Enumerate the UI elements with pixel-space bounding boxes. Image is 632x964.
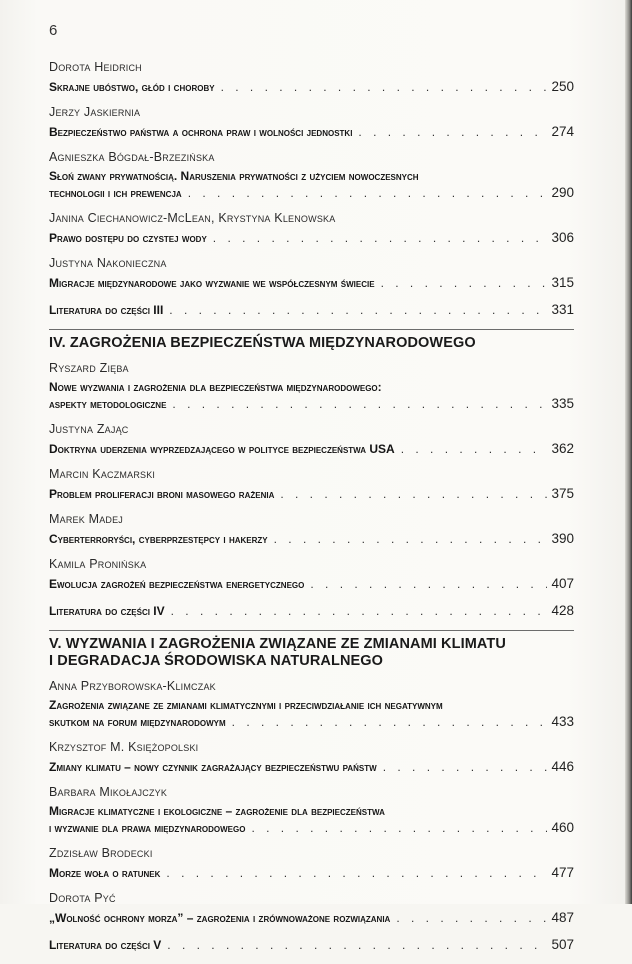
entry-title-row — [49, 229, 574, 247]
dot-leader — [171, 603, 548, 620]
dot-leader — [396, 910, 547, 927]
dot-leader — [167, 937, 547, 954]
entry-page-number: 335 — [551, 396, 574, 411]
dot-leader — [310, 576, 547, 593]
toc-entry — [49, 740, 574, 776]
dot-leader — [188, 185, 548, 202]
entry-author: Krzysztof M. Księżopolski — [49, 740, 199, 754]
entry-title: aspekty metodologiczne — [49, 397, 167, 411]
entry-title-line: Zagrożenia związane ze zmianami klimatycznymi i przeciwdziałanie ich negatywnym — [49, 698, 443, 712]
bibliography-entry — [49, 301, 574, 319]
entry-title: Migracje międzynarodowe jako wyzwanie we współczesnym świecie — [49, 276, 375, 290]
entry-title-row — [49, 485, 574, 503]
entry-title-row — [49, 395, 574, 413]
section-header-line: I DEGRADACJA ŚRODOWISKA NATURALNEGO — [49, 653, 384, 669]
dot-leader — [213, 230, 548, 247]
bibliography-entry — [49, 602, 574, 620]
entry-title: Ewolucja zagrożeń bezpieczeństwa energetycznego — [49, 577, 305, 591]
toc-entry — [49, 557, 574, 593]
entry-title-row — [49, 758, 574, 776]
dot-leader — [274, 531, 548, 548]
entry-title-row — [49, 78, 574, 96]
toc-entry — [49, 361, 574, 413]
toc-entry — [49, 150, 574, 202]
entry-title-line: Słoń zwany prywatnością. Naruszenia prywatności z użyciem nowoczesnych — [49, 169, 419, 183]
entry-title: technologii i ich prewencja — [49, 186, 182, 200]
entry-title: Literatura do części V — [49, 938, 162, 952]
entry-author: Dorota Pyć — [49, 891, 116, 905]
entry-page-number: 477 — [551, 865, 574, 880]
entry-page-number: 362 — [551, 441, 574, 456]
entry-title-row — [49, 713, 574, 731]
dot-leader — [166, 865, 547, 882]
toc-entry — [49, 679, 574, 731]
entry-page-number: 306 — [551, 230, 574, 245]
entry-page-number: 446 — [551, 759, 574, 774]
entry-title-row — [49, 864, 574, 882]
entry-title: Doktryna uderzenia wyprzedzającego w polityce bezpieczeństwa USA — [49, 442, 395, 456]
dot-leader — [232, 714, 548, 731]
section-header — [49, 335, 574, 352]
entry-title-row — [49, 274, 574, 292]
entry-author: Dorota Heidrich — [49, 60, 142, 74]
entry-title-row — [49, 936, 574, 954]
entry-author: Marcin Kaczmarski — [49, 467, 156, 481]
entry-page-number: 390 — [551, 531, 574, 546]
entry-title-row — [49, 819, 574, 837]
entry-author: Kamila Pronińska — [49, 557, 147, 571]
dot-leader — [381, 275, 548, 292]
page-number: 6 — [49, 22, 58, 39]
entry-page-number: 507 — [551, 937, 574, 952]
page-edge-shadow — [625, 0, 632, 904]
entry-author: Zdzisław Brodecki — [49, 846, 153, 860]
entry-page-number: 250 — [551, 79, 574, 94]
dot-leader — [251, 820, 547, 837]
entry-title-line: Nowe wyzwania i zagrożenia dla bezpieczeństwa międzynarodowego: — [49, 380, 382, 394]
toc-entry — [49, 422, 574, 458]
entry-page-number: 460 — [551, 820, 574, 835]
entry-page-number: 428 — [551, 603, 574, 618]
entry-title: „Wolność ochrony morza” – zagrożenia i zrównoważone rozwiązania — [49, 911, 391, 925]
entry-title: Cyberterroryści, cyberprzestępcy i hakerzy — [49, 532, 268, 546]
entry-author: Justyna Nakonieczna — [49, 256, 167, 270]
entry-title: Literatura do części III — [49, 303, 164, 317]
section-divider — [49, 630, 574, 631]
toc-entry — [49, 211, 574, 247]
dot-leader — [383, 759, 548, 776]
section-header-line: V. WYZWANIA I ZAGROŻENIA ZWIĄZANE ZE ZMIANAMI KLIMATU — [49, 636, 506, 652]
entry-title-row — [49, 184, 574, 202]
toc-entry — [49, 60, 574, 96]
dot-leader — [172, 396, 547, 413]
entry-title: Zmiany klimatu – nowy czynnik zagrażający bezpieczeństwu państw — [49, 760, 377, 774]
toc-entry — [49, 467, 574, 503]
entry-title: Morze woła o ratunek — [49, 866, 161, 880]
entry-title-row — [49, 602, 574, 620]
entry-author: Marek Madej — [49, 512, 124, 526]
entry-author: Jerzy Jaskiernia — [49, 105, 141, 119]
entry-title: Skrajne ubóstwo, głód i choroby — [49, 80, 215, 94]
entry-author: Anna Przyborowska-Klimczak — [49, 679, 216, 693]
entry-author: Barbara Mikołajczyk — [49, 785, 168, 799]
entry-page-number: 290 — [551, 185, 574, 200]
entry-title: Problem proliferacji broni masowego rażenia — [49, 487, 275, 501]
dot-leader — [358, 124, 547, 141]
toc-entry — [49, 846, 574, 882]
dot-leader — [169, 302, 547, 319]
entry-title-row — [49, 440, 574, 458]
dot-leader — [401, 441, 548, 458]
section-header-line: IV. ZAGROŻENIA BEZPIECZEŃSTWA MIĘDZYNARODOWEGO — [49, 335, 476, 351]
entry-author: Agnieszka Bógdał-Brzezińska — [49, 150, 215, 164]
entry-page-number: 375 — [551, 486, 574, 501]
toc-entry — [49, 891, 574, 927]
entry-title-row — [49, 301, 574, 319]
toc-entry — [49, 105, 574, 141]
entry-title-row — [49, 530, 574, 548]
bibliography-entry — [49, 936, 574, 954]
section-divider — [49, 329, 574, 330]
toc-entry — [49, 256, 574, 292]
entry-page-number: 315 — [551, 275, 574, 290]
entry-author: Ryszard Zięba — [49, 361, 129, 375]
entry-page-number: 487 — [551, 910, 574, 925]
section-header — [49, 636, 574, 670]
dot-leader — [280, 486, 547, 503]
entry-title: Prawo dostępu do czystej wody — [49, 231, 207, 245]
entry-title: Bezpieczeństwo państwa a ochrona praw i wolności jednostki — [49, 125, 353, 139]
entry-title-row — [49, 575, 574, 593]
entry-page-number: 274 — [551, 124, 574, 139]
entry-title-row — [49, 123, 574, 141]
entry-title: skutkom na forum międzynarodowym — [49, 715, 226, 729]
entry-author: Justyna Zając — [49, 422, 129, 436]
entry-author: Janina Ciechanowicz-McLean, Krystyna Klenowska — [49, 211, 336, 225]
entry-page-number: 407 — [551, 576, 574, 591]
entry-title-row — [49, 909, 574, 927]
toc-entry — [49, 785, 574, 837]
entry-page-number: 331 — [551, 302, 574, 317]
entry-title-line: Migracje klimatyczne i ekologiczne – zagrożenie dla bezpieczeństwa — [49, 804, 385, 818]
entry-title: i wyzwanie dla prawa międzynarodowego — [49, 821, 246, 835]
toc-entry — [49, 512, 574, 548]
table-of-contents — [49, 60, 574, 964]
dot-leader — [221, 79, 548, 96]
entry-page-number: 433 — [551, 714, 574, 729]
entry-title: Literatura do części IV — [49, 604, 165, 618]
